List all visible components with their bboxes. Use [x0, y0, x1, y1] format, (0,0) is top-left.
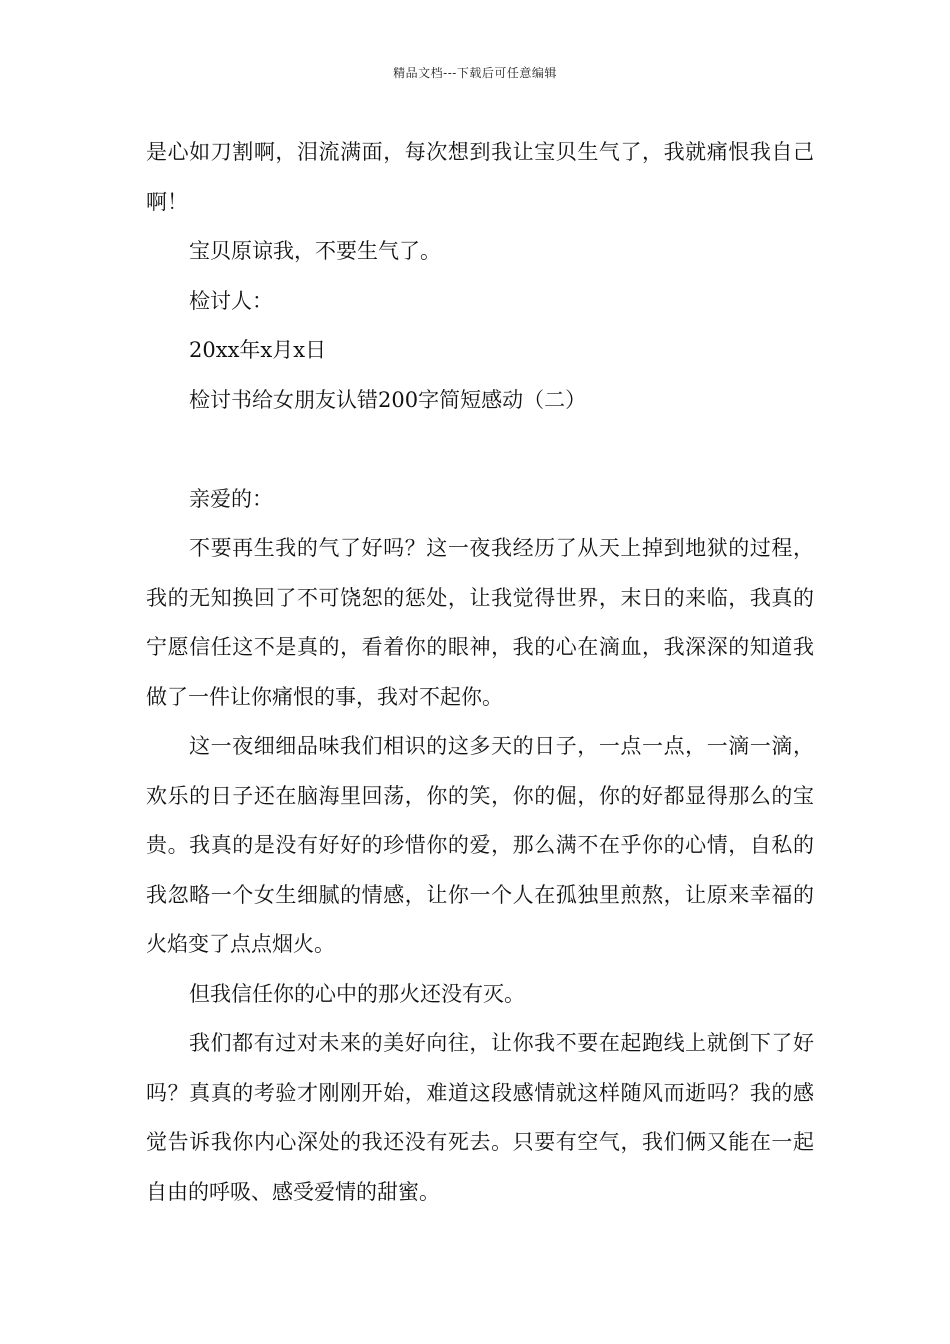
paragraph: 但我信任你的心中的那火还没有灭。 — [189, 981, 525, 1006]
paragraph: 我们都有过对未来的美好向往，让你我不要在起跑线上就倒下了好吗？真真的考验才刚刚开始，难道这段感情就这样随风而逝吗？我的感觉告诉我你内心深处的我还没有死去。只要有空气，我们俩又能在一起自由的呼吸、感受爱情的甜蜜。 — [146, 1031, 814, 1204]
paragraph-continuation: 是心如刀割啊，泪流满面，每次想到我让宝贝生气了，我就痛恨我自己啊！ — [146, 140, 814, 214]
section-title: 检讨书给女朋友认错200字简短感动（二） — [189, 387, 587, 412]
paragraph: 不要再生我的气了好吗？这一夜我经历了从天上掉到地狱的过程，我的无知换回了不可饶恕的惩处，让我觉得世界，末日的来临，我真的宁愿信任这不是真的，看着你的眼神，我的心在滴血，我深深的知道我做了一件让你痛恨的事，我对不起你。 — [146, 536, 814, 709]
date-line: 20xx年x月x日 — [189, 338, 327, 362]
paragraph: 这一夜细细品味我们相识的这多天的日子，一点一点，一滴一滴，欢乐的日子还在脑海里回荡，你的笑，你的倔，你的好都显得那么的宝贵。我真的是没有好好的珍惜你的爱，那么满不在乎你的心情，自私的我忽略一个女生细腻的情感，让你一个人在孤独里煎熬，让原来幸福的火焰变了点点烟火。 — [146, 734, 814, 956]
signature-label: 检讨人： — [189, 288, 273, 313]
paragraph-apology-line: 宝贝原谅我，不要生气了。 — [189, 239, 441, 263]
salutation: 亲爱的： — [189, 486, 273, 511]
document-body — [146, 128, 814, 1217]
page-header: 精品文档---下载后可任意编辑 — [393, 66, 557, 80]
blank-line — [146, 425, 814, 475]
